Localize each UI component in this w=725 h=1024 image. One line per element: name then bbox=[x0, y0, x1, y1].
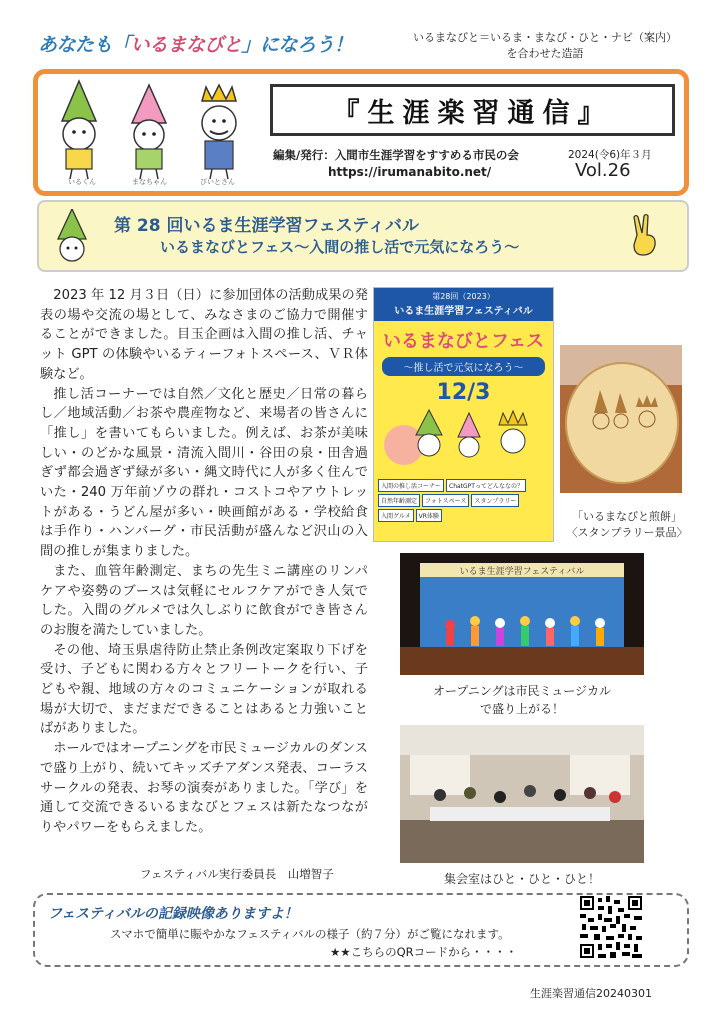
etymology-line1: いるまなびと＝いるま・まなび・ひと・ナビ（案内） bbox=[413, 31, 677, 44]
slogan bbox=[38, 30, 353, 57]
video-notice-line1: スマホで簡単に賑やかなフェスティバルの様子（約７分）がご覧になれます。 bbox=[110, 927, 510, 941]
issue-date: 2024(令6)年３月 bbox=[568, 149, 652, 161]
cookie-caption bbox=[552, 509, 702, 541]
flyer-tag: スタンプラリー bbox=[471, 494, 519, 507]
mascot-illustration bbox=[44, 79, 254, 184]
flyer-title: いるま生涯学習フェスティバル bbox=[394, 306, 533, 317]
peace-sign-hand-icon bbox=[628, 213, 662, 257]
slogan-pre: あなたも「 bbox=[38, 34, 131, 56]
flyer-tag: 入間グルメ bbox=[378, 509, 414, 522]
senbei-cracker-photo bbox=[560, 345, 682, 493]
article-signature: フェスティバル実行委員長 山増智子 bbox=[140, 867, 334, 881]
flyer-tag: 自然年齢測定 bbox=[378, 494, 420, 507]
cookie-caption-line1: 「いるまなびと煎餅」 bbox=[572, 510, 682, 523]
volume-number: Vol.26 bbox=[575, 160, 631, 181]
flyer-tag: VR体験 bbox=[416, 509, 442, 522]
meeting-room-caption: 集会室はひと・ひと・ひと！ bbox=[443, 872, 600, 886]
article-paragraph: 2023 年 12 月３日（日）に参加団体の活動成果の発表の場や交流の場として、みなさまのご協力で開催することができました。目玉企画は入間の推し活、チャット GPT の体験やいるティーフォトスペース、ＶＲ体験など。 bbox=[40, 288, 368, 382]
issue-code: 生涯楽習通信20240301 bbox=[530, 987, 652, 1000]
flyer-tag: 入間の推し活コーナー bbox=[378, 479, 444, 492]
banner-title: 第 28 回いるま生涯学習フェスティバル bbox=[114, 216, 419, 236]
cookie-caption-line2: 〈スタンプラリー景品〉 bbox=[566, 526, 688, 539]
stage-banner-text: いるま生涯学習フェスティバル bbox=[459, 567, 585, 577]
article-paragraph: その他、埼玉県虐待防止禁止条例改定案取り下げを受け、子どもに関わる方々とフリートークを行い、子どもや親、地域の方々のコミュニケーションが取れる場が大切で、まだまだできることはあると力強いことばがありました。 bbox=[40, 642, 368, 737]
flyer-header bbox=[374, 288, 553, 321]
stage-caption-line2: で盛り上がる！ bbox=[479, 702, 564, 716]
flyer-tag: フォトスペース bbox=[422, 494, 469, 507]
slogan-highlight: いるまなびと bbox=[130, 34, 242, 56]
video-notice-line2: ★★こちらのQRコードから・・・・ bbox=[330, 945, 518, 959]
meeting-room-photo bbox=[400, 725, 644, 863]
etymology-line2: を合わせた造語 bbox=[506, 47, 584, 60]
flyer-tag: ChatGPTってどんななの？ bbox=[446, 479, 526, 492]
article-paragraph: また、血管年齢測定、まちの先生ミニ講座のリンパケアや姿勢のブースは気軽にセルフケアができ人気でした。入間のグルメでは久しぶりに飲食ができ皆さんのお腹を満たしていました。 bbox=[40, 563, 368, 638]
flyer-date: 12/3 bbox=[436, 380, 491, 405]
festival-flyer bbox=[373, 287, 554, 542]
character-label-biito: びいとさん bbox=[200, 178, 235, 186]
flyer-sub: ～推し活で元気になろう～ bbox=[382, 357, 545, 376]
character-label-mana: まなちゃん bbox=[132, 178, 167, 186]
qr-code-icon[interactable] bbox=[580, 896, 642, 958]
green-hat-character-icon bbox=[52, 209, 92, 265]
etymology-note bbox=[395, 30, 695, 62]
article-paragraph: ホールではオープニングを市民ミュージカルのダンスで盛り上がり、続いてキッズチアダンス発表、コーラスサークルの発表、お琴の演奏がありました。「学び」を通して交流できるいるまなびとフェスは新たなつながりやパワーをもらえました。 bbox=[40, 741, 368, 835]
flyer-main: いるまなびとフェス bbox=[382, 331, 545, 352]
publisher: 編集/発行：入間市生涯学習をすすめる市民の会 bbox=[273, 148, 519, 162]
slogan-post: 」になろう！ bbox=[241, 34, 353, 56]
newsletter-title: 『生涯楽習通信』 bbox=[270, 84, 675, 136]
website-link[interactable]: https://irumanabito.net/ bbox=[328, 165, 492, 179]
banner-subtitle: いるまなびとフェス～入間の推し活で元気になろう～ bbox=[160, 238, 520, 256]
flyer-tags bbox=[374, 479, 553, 522]
article-body bbox=[40, 286, 368, 838]
mascot-characters bbox=[44, 79, 254, 184]
flyer-top: 第28回（2023） bbox=[432, 292, 495, 301]
article-paragraph: 推し活コーナーでは自然／文化と歴史／日常の暮らし／地域活動／お茶や農産物など、来場者の皆さんに「推し」を書いてもらいました。例えば、お茶が美味しい・のどかな風景・清流入間川・谷田の泉・田舎過ぎず都会過ぎず緑が多い・縄文時代に人が多く住んでいた・240 万年前ゾウの群れ・コストコやアウトレットがある・うどん屋が多い・映画館がある・学校給食は手作り・ハンバーグ・市民活動が盛んなど沢山の入間の推しが集まりました。 bbox=[40, 386, 368, 560]
flyer-mascots bbox=[374, 405, 553, 475]
stage-photo-caption bbox=[400, 682, 644, 718]
stage-scene bbox=[400, 553, 644, 675]
character-label-iru: いるくん bbox=[68, 178, 96, 186]
meeting-room-scene bbox=[400, 725, 644, 863]
video-notice-title: フェスティバルの記録映像ありますよ！ bbox=[48, 906, 298, 922]
stage-opening-photo bbox=[400, 553, 644, 675]
stage-caption-line1: オープニングは市民ミュージカル bbox=[432, 684, 612, 698]
